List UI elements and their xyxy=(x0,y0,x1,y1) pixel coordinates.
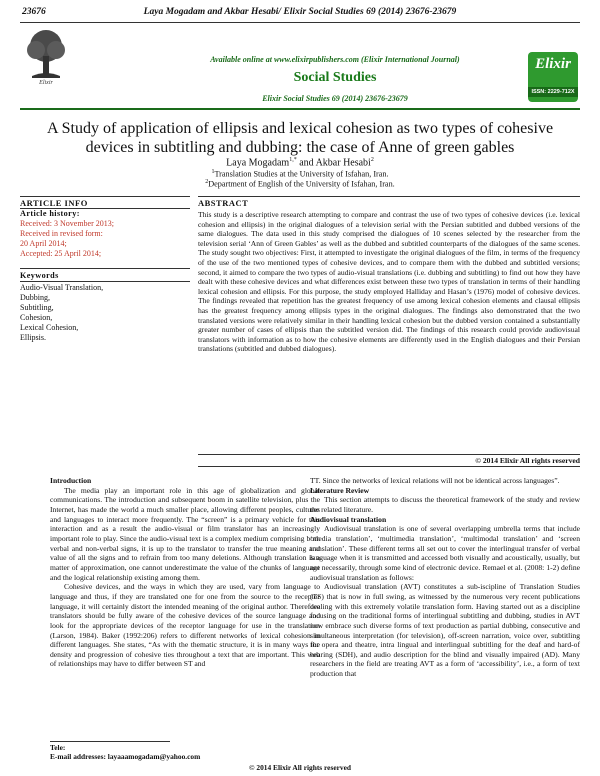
email-line: E-mail addresses: layaaamogadam@yahoo.com xyxy=(50,752,201,761)
keyword: Lexical Cohesion, xyxy=(20,323,79,332)
abstract-copyright: © 2014 Elixir All rights reserved xyxy=(475,456,580,465)
keyword: Audio-Visual Translation, xyxy=(20,283,104,292)
paragraph: This section attempts to discuss the theoretical framework of the study and review the related literature. xyxy=(310,495,580,514)
keyword: Subtitling, xyxy=(20,303,54,312)
elixir-tree-logo xyxy=(22,28,70,98)
keyword: Cohesion, xyxy=(20,313,53,322)
keywords-heading: Keywords xyxy=(20,271,59,280)
page-number: 23676 xyxy=(22,7,46,17)
abstract-rule-top xyxy=(198,196,580,197)
footnote-rule xyxy=(50,741,170,742)
history-item: 20 April 2014; xyxy=(20,239,67,248)
paragraph: Audiovisual translation (AVT) constitutes a sub-iscipline of Translation Studies (TS) that is now in full swing, as witnessed by the numerous very recent publications dealing with this extremely volatile translation form. Having started out as a discipline focusing on the traditional forms of interlingual subtitling and dubbing, studies in AVT now embrace such diverse forms of text production as partial dubbing, consecutive and simultaneous interpretation (for television), off-screen narration, voice over, subtitling for opera and theatre, intra lingual and interlingual subtitling for the deaf and hard-of hearing (SDH), and audio description for the blind and visually impaired (AD). Many researchers in the field are treating AVT as a form of ‘accessibility’, i.e., a form of text production that xyxy=(310,582,580,679)
email-link[interactable]: layaaamogadam@yahoo.com xyxy=(107,752,201,761)
journal-name: Social Studies xyxy=(293,70,377,85)
publisher-link[interactable]: www.elixirpublishers.com xyxy=(273,55,359,64)
history-item: Accepted: 25 April 2014; xyxy=(20,249,102,258)
section-heading: Literature Review xyxy=(310,485,370,495)
keywords-rule xyxy=(20,268,190,269)
paragraph: TT. Since the networks of lexical relations will not be identical across languages”. xyxy=(310,476,560,485)
tree-icon xyxy=(22,28,70,98)
abstract-text: This study is a descriptive research attempting to compare and contrast the use of two types of cohesive devices (i.e. lexical cohesion and ellipsis) in the original dialogues of a television serial with the Persian subtitled and dubbed versions of the same dialogues. The data used in this study comprised the dialogues of 10 scenes selected by the researcher from the television serial ‘Ann of Green Gables’ as well as the dubbed and subtitled counterparts of the dialogues of the same scenes. The study sought two objectives: First, it attempted to investigate the original dialogues of the film, in terms of the frequency of the use of the two mentioned types of cohesive devices, and to compare them with the dubbed and subtitled versions; second, it aimed to compare the two types of audio-visual translations (i.e. dubbing and subtitling) to find out how they have dealt with these cohesive devices and what differences exist between these two types of translation in terms of their handling lexical cohesion and ellipsis. For this purpose, the study employed Halliday and Hasan’s (1976) model of cohesive devices. The findings revealed that repetition has the greatest frequency of use among lexical cohesion elements and clausal ellipsis has the greatest frequency among ellipsis types in the original dialogues. The findings also demonstrated that the two translated versions were relatively similar in their handling lexical cohesion but the dubbed version contained a substantially greater number of cases of ellipsis than the subtitled version did. The findings of this research could provide audiovisual translators with information as to how the cohesive elements are differently used in the English dialogues and their Persian translations (subtitled and dubbed dialogues). xyxy=(198,210,580,354)
section-heading: Introduction xyxy=(50,476,92,485)
body-left-column xyxy=(50,476,320,669)
logo-caption: Elixir xyxy=(39,80,53,86)
logo-text: Elixir xyxy=(535,56,571,72)
logo-issn: ISSN: 2229-712X xyxy=(528,87,578,97)
affiliation-1: $^1$Translation Studies at the University of Isfahan, Iran. xyxy=(211,169,389,179)
article-title: A Study of application of ellipsis and lexical cohesion as two types of cohesive devices in subtitling and dubbing: the case of Anne of green gables xyxy=(46,120,554,156)
abstract-rule-end xyxy=(198,466,580,467)
article-info-rule-top xyxy=(20,196,190,197)
abstract-heading: ABSTRACT xyxy=(198,198,249,208)
body-right-column xyxy=(310,476,580,679)
section-heading: Audiovisual translation xyxy=(310,514,387,524)
header-divider xyxy=(20,22,580,23)
paragraph: Audiovisual translation is one of several overlapping umbrella terms that include ‘media translation’, ‘multimedia translation’, ‘multimodal translation’ and ‘screen translation’. These different terms all set out to cover the interlingual transfer of verbal language when it is transmitted and accessed both visually and acoustically, usually, but not necessarily, through some kind of electronic device. Remael et al. (2008: 1-2) define audiovisual translation as follows: xyxy=(310,524,580,582)
article-history-heading: Article history: xyxy=(20,209,80,218)
keyword: Ellipsis. xyxy=(20,333,47,342)
abstract-rule-bottom xyxy=(198,454,580,455)
affiliation-2: $^2$Department of English of the University of Isfahan, Iran. xyxy=(205,179,395,189)
paragraph: Cohesive devices, and the ways in which they are used, vary from language to language and thus, if they are translated one for one from the source to the receptor language, it will certainly distort the intended meaning of the original author. Therefore translators should be fully aware of the cohesive devices of the source language and look for the appropriate devices of the receptor language for use in the translation (Larson, 1984). Baker (1992:206) refers to different networks of lexical cohesion in different languages. She states, “As with the thematic structure, it is in many ways the density and progression of cohesive ties throughout a text that are important. This web of relationships may have to differ between ST and xyxy=(50,582,320,669)
history-item: Received in revised form: xyxy=(20,229,103,238)
article-info-heading: ARTICLE INFO xyxy=(20,198,88,208)
elixir-journal-logo xyxy=(528,52,578,102)
paragraph: The media play an important role in this age of globalization and global communications. The introduction and subsequent boom in satellite television, plus the Internet, has made the world a much smaller place, allowing different peoples, cultures and languages to interact more frequently. The “screen” is a primary vehicle for this interaction and as a result the audio-visual or film translator has an increasingly important role to play. Since the audio-visual text is a complex medium comprising both verbal and non-verbal signs, it is up to the translator to transfer the true meaning and value of all the signs and to refrain from too many deletions. Although translation is a matter of approximation, one cannot underestimate the value of the chunks of language and the logical relationship existing among them. xyxy=(50,485,320,582)
running-header: Laya Mogadam and Akbar Hesabi/ Elixir Social Studies 69 (2014) 23676-23679 xyxy=(143,7,457,17)
telephone-label: Tele: xyxy=(50,743,66,752)
journal-citation: Elixir Social Studies 69 (2014) 23676-23679 xyxy=(262,94,408,103)
masthead-divider xyxy=(20,108,580,110)
author-line: Laya Mogadam$^{1,*}$ and Akbar Hesabi$^2$ xyxy=(226,157,374,169)
availability-line: Available online at www.elixirpublishers.com (Elixir International Journal) xyxy=(210,55,460,64)
history-item: Received: 3 November 2013; xyxy=(20,219,114,228)
keywords-rule-bottom xyxy=(20,281,190,282)
keyword: Dubbing, xyxy=(20,293,50,302)
footer-copyright: © 2014 Elixir All rights reserved xyxy=(249,763,351,772)
